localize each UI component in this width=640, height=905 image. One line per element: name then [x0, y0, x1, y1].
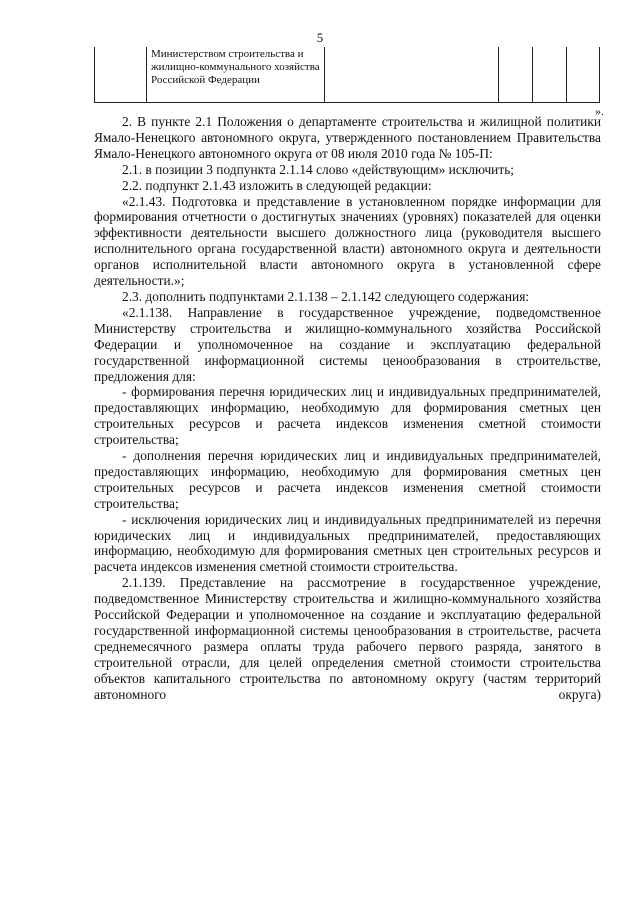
- paragraph-item-2: 2. В пункте 2.1 Положения о департаменте строительства и жилищной политики Ямало-Ненецкого автономного округа, утвержденного постановлением Правительства Ямало-Ненецкого автономного округа от 08 июля 2010 года № 105-П:: [94, 114, 601, 161]
- list-item-excluding: - исключения юридических лиц и индивидуальных предпринимателей из перечня юридических лиц и индивидуальных предпринимателей, предоставляющих информацию, необходимую для формирования сметных цен строительных ресурсов и расчета индексов изменения сметной стоимости строительства.: [94, 511, 601, 575]
- table-cell-empty: [533, 47, 567, 102]
- table-cell-empty: [95, 47, 147, 102]
- list-item-forming: - формирования перечня юридических лиц и индивидуальных предпринимателей, предоставляющих информацию, необходимую для формирования сметных цен строительных ресурсов и расчета индексов изменения сметной стоимости строительства;: [94, 384, 601, 448]
- paragraph-item-2-1: 2.1. в позиции 3 подпункта 2.1.14 слово «действующим» исключить;: [122, 161, 515, 177]
- paragraph-2-1-139: 2.1.139. Представление на рассмотрение в государственное учреждение, подведомственное Министерству строительства и жилищно-коммунального хозяйства Российской Федерации и уполномоченное на создание и эксплуатацию федеральной государственной информационной системы ценообразования в строительстве, расчета среднемесячного размера оплаты труда рабочего первого разряда, занятого в строительной отрасли, для целей определения сметной стоимости строительства объектов капитального строительства по автономному округу (частям территорий автономного округа): [94, 575, 601, 702]
- paragraph-item-2-2: 2.2. подпункт 2.1.43 изложить в следующей редакции:: [122, 177, 432, 193]
- table-cell-empty: [567, 47, 599, 102]
- continued-table: [94, 47, 600, 103]
- document-body: [94, 114, 601, 703]
- table-cell-ministry: Министерством строительства и жилищно-коммунального хозяйства Российской Федерации: [147, 47, 325, 102]
- page-number: 5: [316, 30, 324, 45]
- list-item-adding: - дополнения перечня юридических лиц и индивидуальных предпринимателей, предоставляющих информацию, необходимую для формирования сметных цен строительных ресурсов и расчета индексов изменения сметной стоимости строительства;: [94, 448, 601, 511]
- paragraph-2-1-138: «2.1.138. Направление в государственное учреждение, подведомственное Министерству строительства и жилищно-коммунального хозяйства Российской Федерации и уполномоченное на создание и эксплуатацию федеральной государственной информационной системы ценообразования в строительстве, предложения для:: [94, 304, 601, 384]
- paragraph-2-1-43: «2.1.43. Подготовка и представление в установленном порядке информации для формирования отчетности о достигнутых значениях (уровнях) показателей для оценки эффективности деятельности высшего должностного лица (руководителя высшего исполнительного органа государственной власти) автономного округа и деятельности органов исполнительной власти автономного округа в установленной сфере деятельности.»;: [94, 193, 601, 289]
- paragraph-item-2-3: 2.3. дополнить подпунктами 2.1.138 – 2.1.142 следующего содержания:: [122, 288, 530, 304]
- closing-quote: ».: [595, 104, 604, 118]
- table-cell-empty: [499, 47, 533, 102]
- table-cell-empty: [325, 47, 499, 102]
